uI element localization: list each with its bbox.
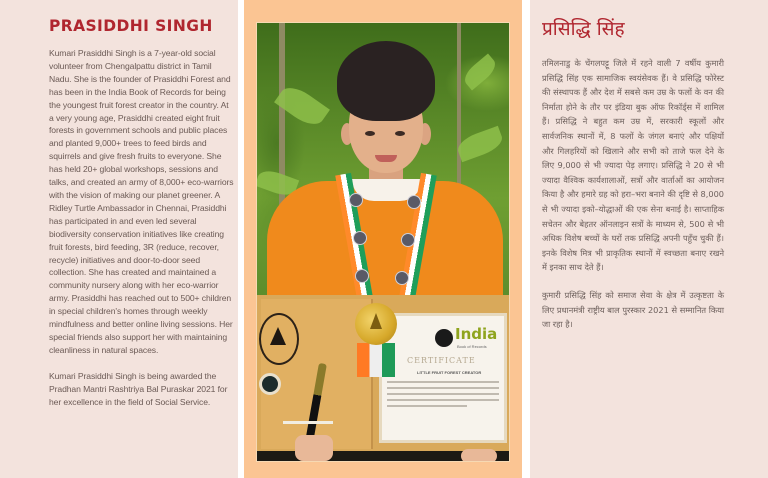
certificate-text-line [387,405,467,407]
hindi-paragraph-award: कुमारी प्रसिद्धि सिंह को समाज सेवा के क्षेत्र में उत्कृष्टता के लिए प्रधानमंत्री राष्ट्रीय बाल पुरस्कार 2021 से सम्मानित किया जा रहा है। [542,289,724,330]
certificate-subheading: LITTLE FRUIT FOREST CREATOR [417,370,482,375]
ribbon-badge-icon [353,231,367,245]
certificate-brand: India [455,325,498,343]
certificate-text-line [387,387,499,389]
eye [365,131,375,136]
medal-ribbon [357,343,395,377]
leaf [460,54,499,91]
certificate-text-line [387,393,499,395]
hindi-body [542,56,724,332]
certificate-text-line [387,381,499,383]
awardee-photo [256,22,510,462]
leaf [455,126,506,162]
ribbon-badge-icon [401,233,415,247]
english-body [49,47,235,408]
medal-arrow-icon [370,313,382,329]
hindi-title: प्रसिद्धि सिंह [542,18,625,40]
hindi-paragraph-bio: तमिलनाडु के चेंगलपट्टू जिले में रहने वाली 7 वर्षीय कुमारी प्रसिद्धि सिंह एक सामाजिक स्वयंसेवक हैं। वे प्रसिद्धि फोरेस्ट की संस्थापक हैं और देश में सबसे कम उम्र के फलों के वन की निर्माता होने के तौर पर इंडिया बुक ऑफ रिकॉर्ड्स में शामिल हैं। प्रसिद्धि ने बहुत कम उम्र में, सरकारी स्कूलों और सार्वजनिक स्थानों में, 8 फलों के जंगल बनाएं और पक्षियों और गिलहरियों को खिलाने और सभी को ताजे फल देने के लिए 9,000 से भी ज्यादा पेड़ लगाए। प्रसिद्धि ने 20 से भी ज्यादा वैश्विक कार्यशालाओं, सत्रों और वार्ताओं का आयोजन किया है और हमारे ग्रह को हरा–भरा बनाने की दृष्टि से 8,000 से भी ज्यादा इको–योद्धाओं की एक सेना बनाई है। साप्ताहिक सचेतन और बेहतर ऑनलाइन सत्रों के माध्यम से, 500 से भी अधिक विशेष बच्चों के घरों तक प्रसिद्धि अपनी पहुँच चुकी हैं। इनके विशेष मित्र भी प्राकृतिक स्थानों में स्वच्छता बनाए रखने में इनका साथ देते हैं। [542,58,724,273]
certificate-heading: CERTIFICATE [407,356,476,365]
smile [375,155,397,162]
record-badge-icon [259,373,281,395]
arrow-logo-icon [270,327,286,345]
ribbon-badge-icon [349,193,363,207]
pen-stand [283,421,333,424]
ribbon-badge-icon [355,269,369,283]
certificate-text-line [387,399,499,401]
english-paragraph-bio: Kumari Prasiddhi Singh is a 7-year-old social volunteer from Chengalpattu district in Tamil Nadu. She is the founder of Prasiddhi Forest and has been in the India Book of Records for being the youngest fruit forest creator in the country. At a very young age, Prasiddhi created eight fruit forests in government schools and public places and planted 9,000+ trees to feed birds and squirrels and give fresh fruits to everyone. She has held 20+ global workshops, sessions and talks, and created an army of 8,000+ eco-warriors with the vision of making our planet greener. A Ridley Turtle Ambassador in Chennai, Prasiddhi has participated in and even led several biodiversity conservation initiatives like creating fruit forests, bird feeding, 3R (reduce, recover, recycle) initiatives and door-to-door seed collection. She has created and maintained a community nursery along with her eco-warrior army. Prasiddhi has reached out to 500+ children in special children's homes through weekly mindfulness and better online living sessions. Her special friends also support her with maintaining cleanliness in natural spaces. [49,48,234,355]
certificate-brand-sub: Book of Records [457,344,487,349]
hand [295,435,333,461]
eye [395,131,405,136]
ribbon-badge-icon [407,195,421,209]
hand [461,449,497,462]
english-paragraph-award: Kumari Prasiddhi Singh is being awarded the Pradhan Mantri Rashtriya Bal Puraskar 2021 for her excellence in the field of Social Service. [49,370,228,407]
hair [337,41,435,121]
ribbon-badge-icon [395,271,409,285]
book-of-records-logo-icon [435,329,453,347]
english-title: PRASIDDHI SINGH [49,16,213,36]
